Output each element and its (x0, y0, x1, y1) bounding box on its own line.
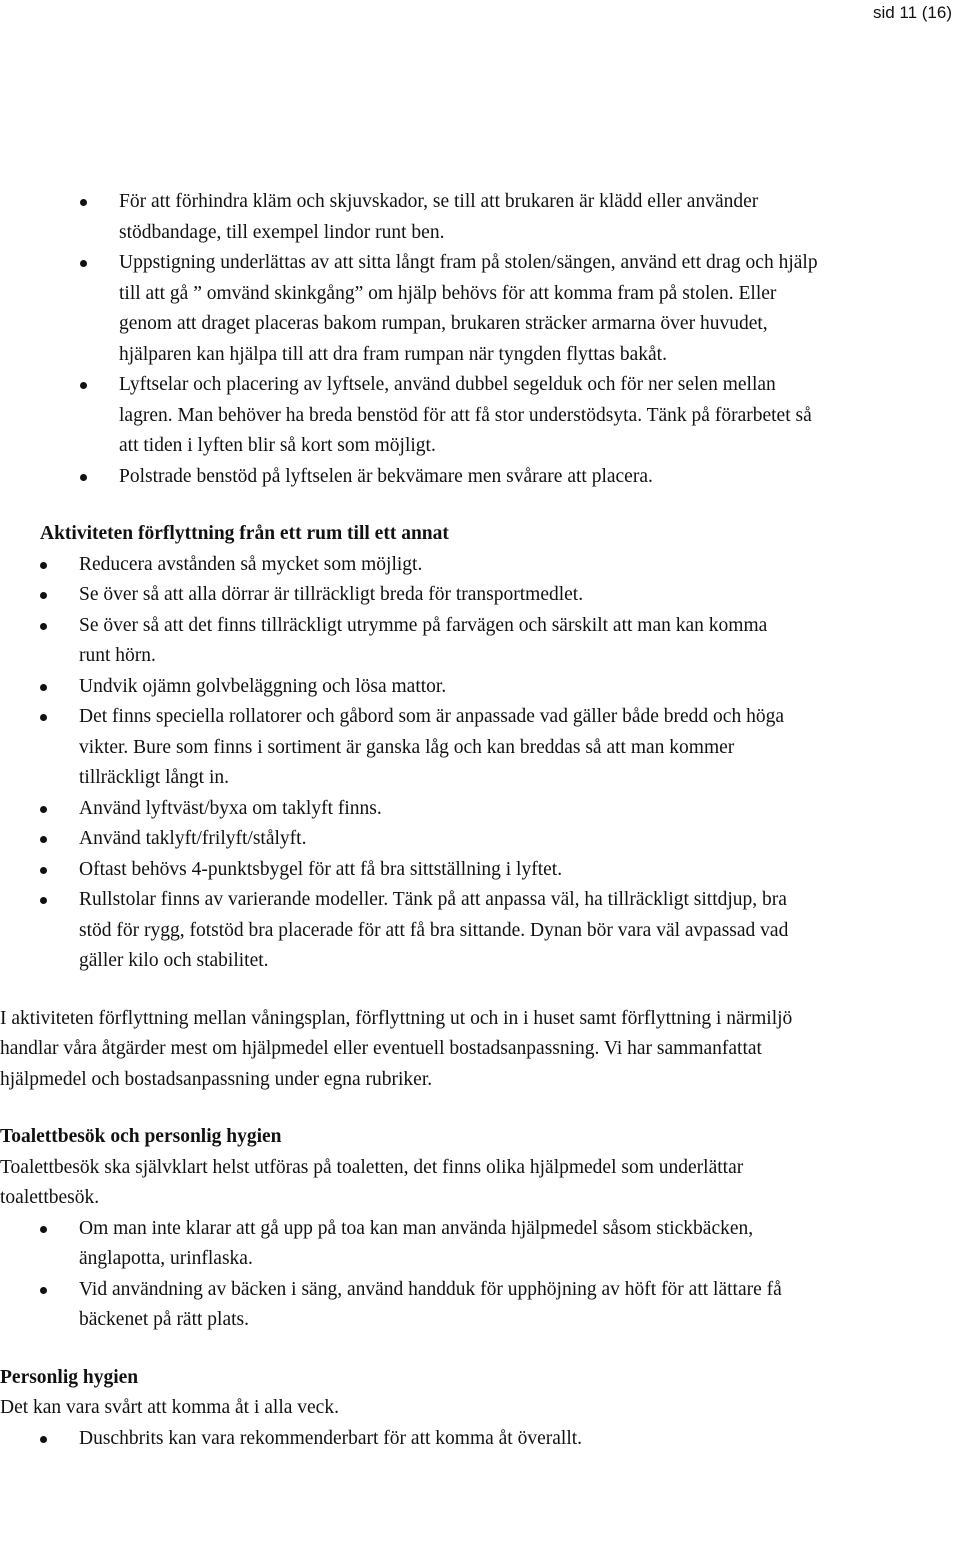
paragraph-level-transfer: I aktiviteten förflyttning mellan våningsplan, förflyttning ut och in i huset samt förflyttning i närmiljö handlar våra åtgärder mest om hjälpmedel eller eventuell bostadsanpassning. Vi har sammanfattat hjälpmedel och bostadsanpassning under egna rubriker. (0, 1007, 793, 1090)
paragraph-toilet: Toalettbesök ska självklart helst utföras på toaletten, det finns olika hjälpmedel som underlättar toalettbesök. (0, 1156, 744, 1208)
bullet-icon (40, 836, 47, 843)
list-item: Använd taklyft/frilyft/stålyft. (0, 824, 940, 855)
bullet-icon (40, 897, 47, 904)
intro-bullet-list (0, 187, 940, 492)
list-item: Se över så att alla dörrar är tillräckligt breda för transportmedlet. (0, 580, 940, 611)
bullet-icon (80, 260, 87, 267)
hygiene-bullet-list (0, 1424, 940, 1455)
bullet-icon (80, 474, 87, 481)
paragraph-hygiene: Det kan vara svårt att komma åt i alla veck. (0, 1397, 339, 1418)
bullet-icon (40, 714, 47, 721)
bullet-icon (40, 806, 47, 813)
bullet-icon (40, 1436, 47, 1443)
bullet-icon (40, 623, 47, 630)
list-item: Lyftselar och placering av lyftsele, använd dubbel segelduk och för ner selen mellan lagren. Man behöver ha breda benstöd för att få stor understödsyta. Tänk på förarbetet så att tiden i lyften blir så kort som möjligt. (0, 370, 940, 462)
list-item: Uppstigning underlättas av att sitta långt fram på stolen/sängen, använd ett drag och hjälp till att gå ” omvänd skinkgång” om hjälp behövs för att komma fram på stolen. Eller genom att draget placeras bakom rumpan, brukaren sträcker armarna över huvudet, hjälparen kan hjälpa till att dra fram rumpan när tyngden flyttas bakåt. (0, 248, 940, 370)
list-item: Polstrade benstöd på lyftselen är bekvämare men svårare att placera. (0, 462, 940, 493)
list-item: Oftast behövs 4-punktsbygel för att få bra sittställning i lyftet. (0, 855, 940, 886)
bullet-icon (40, 1226, 47, 1233)
document-body (0, 187, 940, 1454)
bullet-icon (80, 199, 87, 206)
list-item: Det finns speciella rollatorer och gåbord som är anpassade vad gäller både bredd och höga vikter. Bure som finns i sortiment är ganska låg och kan breddas så att man kommer tillräckligt långt in. (0, 702, 940, 794)
section-heading-room-transfer: Aktiviteten förflyttning från ett rum till ett annat (40, 523, 449, 544)
section-heading-hygiene: Personlig hygien (0, 1366, 139, 1388)
room-transfer-bullet-list (0, 550, 940, 977)
list-item: För att förhindra kläm och skjuvskador, se till att brukaren är klädd eller använder stödbandage, till exempel lindor runt ben. (0, 187, 940, 248)
list-item: Undvik ojämn golvbeläggning och lösa mattor. (0, 672, 940, 703)
bullet-icon (40, 562, 47, 569)
list-item: Rullstolar finns av varierande modeller. Tänk på att anpassa väl, ha tillräckligt sittdjup, bra stöd för rygg, fotstöd bra placerade för att få bra sittande. Dynan bör vara väl avpassad vad gäller kilo och stabilitet. (0, 885, 940, 977)
list-item: Reducera avstånden så mycket som möjligt. (0, 550, 940, 581)
bullet-icon (40, 592, 47, 599)
list-item: Vid användning av bäcken i säng, använd handduk för upphöjning av höft för att lättare få bäckenet på rätt plats. (0, 1275, 940, 1336)
list-item: Se över så att det finns tillräckligt utrymme på farvägen och särskilt att man kan komma runt hörn. (0, 611, 940, 672)
toilet-bullet-list (0, 1214, 940, 1336)
bullet-icon (40, 1287, 47, 1294)
page-number: sid 11 (16) (872, 3, 952, 22)
section-heading-toilet: Toalettbesök och personlig hygien (0, 1126, 282, 1147)
bullet-icon (40, 684, 47, 691)
list-item: Använd lyftväst/byxa om taklyft finns. (0, 794, 940, 825)
bullet-icon (40, 867, 47, 874)
list-item: Om man inte klarar att gå upp på toa kan man använda hjälpmedel såsom stickbäcken, änglapotta, urinflaska. (0, 1214, 940, 1275)
bullet-icon (80, 382, 87, 389)
list-item: Duschbrits kan vara rekommenderbart för att komma åt överallt. (0, 1424, 940, 1455)
